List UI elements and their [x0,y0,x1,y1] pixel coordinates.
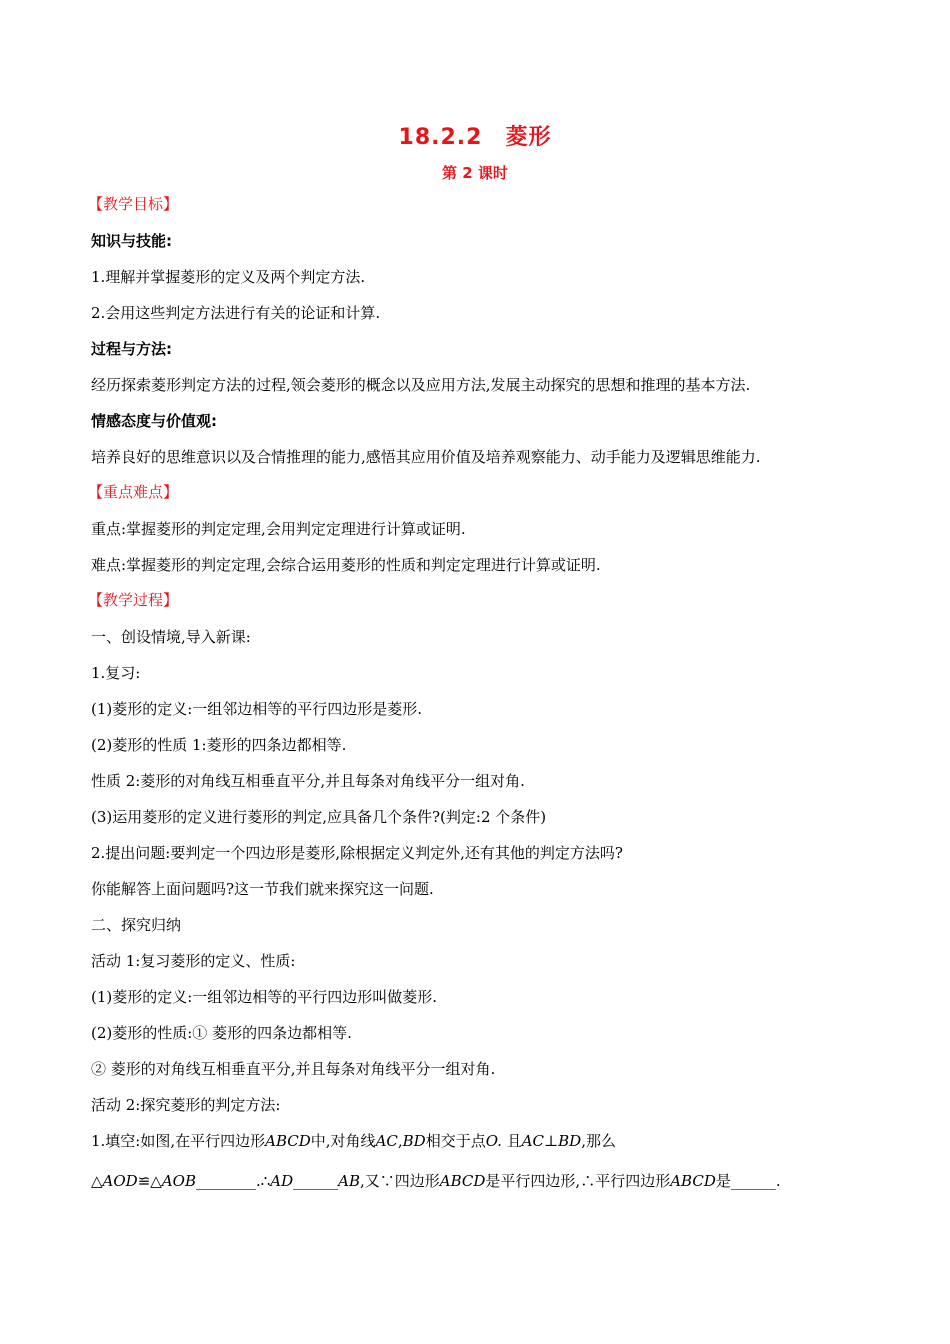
paragraph-fill-in-2 [91,1171,890,1191]
paragraph: (2)菱形的性质:① 菱形的四条边都相等. [91,1024,352,1042]
paragraph: 活动 2:探究菱形的判定方法: [91,1096,281,1114]
paragraph: (1)菱形的定义:一组邻边相等的平行四边形叫做菱形. [91,988,438,1006]
paragraph: 经历探索菱形判定方法的过程,领会菱形的概念以及应用方法,发展主动探究的思想和推理的基本方法. [91,376,751,394]
subheading-process: 过程与方法: [91,340,172,358]
subheading-knowledge: 知识与技能: [91,232,172,250]
paragraph: (3)运用菱形的定义进行菱形的判定,应具备几个条件?(判定:2 个条件) [91,808,547,826]
text-run: ,那么 [581,1132,616,1150]
paragraph: 你能解答上面问题吗?这一节我们就来探究这一问题. [91,880,434,898]
math-var: BD [558,1132,582,1150]
math-var: BD [402,1132,426,1150]
blank: 是______. [715,1172,781,1190]
paragraph: (2)菱形的性质 1:菱形的四条边都相等. [91,736,347,754]
page-title: 18.2.2 菱形 [398,125,552,150]
math-var: AOD [102,1172,138,1190]
text-run: ,又∵四边形 [360,1172,440,1190]
section-heading-goals: 【教学目标】 [88,195,179,213]
blank: ________.∴ [195,1172,271,1190]
congruent-symbol: ≌△ [137,1172,162,1190]
paragraph: (1)菱形的定义:一组邻边相等的平行四边形是菱形. [91,700,423,718]
math-var: AB [338,1172,360,1190]
text-run: 相交于点 [425,1132,486,1150]
text-run: 且 [501,1132,522,1150]
math-var: AD [270,1172,294,1190]
section-heading-process: 【教学过程】 [88,591,179,609]
math-var: O. [485,1132,502,1150]
text-run: 是平行四边形,∴平行四边形 [485,1172,671,1190]
math-var: AOB [161,1172,196,1190]
subheading-emotion: 情感态度与价值观: [91,412,217,430]
math-var: AC [521,1132,545,1150]
paragraph: 活动 1:复习菱形的定义、性质: [91,952,296,970]
triangle-symbol: △ [91,1172,103,1190]
math-var: ABCD [265,1132,311,1150]
paragraph: 2.会用这些判定方法进行有关的论证和计算. [91,304,381,322]
paragraph: 二、探究归纳 [91,916,182,934]
text-run: 中,对角线 [310,1132,376,1150]
paragraph: 培养良好的思维意识以及合情推理的能力,感悟其应用价值及培养观察能力、动手能力及逻辑思维能力. [91,448,761,466]
section-heading-key: 【重点难点】 [88,483,179,501]
text-run: , [397,1132,403,1150]
text-run: 1.填空:如图,在平行四边形 [91,1132,266,1150]
paragraph: 性质 2:菱形的对角线互相垂直平分,并且每条对角线平分一组对角. [91,772,525,790]
page-subtitle: 第 2 课时 [442,164,508,182]
math-var: ABCD [439,1172,486,1190]
paragraph: 2.提出问题:要判定一个四边形是菱形,除根据定义判定外,还有其他的判定方法吗? [91,844,623,862]
perpendicular-symbol: ⊥ [544,1132,559,1150]
math-var: AC [375,1132,398,1150]
paragraph: 一、创设情境,导入新课: [91,628,251,646]
paragraph: 难点:掌握菱形的判定定理,会综合运用菱形的性质和判定定理进行计算或证明. [91,556,601,574]
paragraph: 1.理解并掌握菱形的定义及两个判定方法. [91,268,366,286]
paragraph-fill-in-1 [91,1131,890,1151]
paragraph: 重点:掌握菱形的判定定理,会用判定定理进行计算或证明. [91,520,466,538]
math-var: ABCD [670,1172,716,1190]
paragraph: 1.复习: [91,664,141,682]
paragraph: ② 菱形的对角线互相垂直平分,并且每条对角线平分一组对角. [91,1060,496,1078]
blank: ______ [293,1172,339,1190]
